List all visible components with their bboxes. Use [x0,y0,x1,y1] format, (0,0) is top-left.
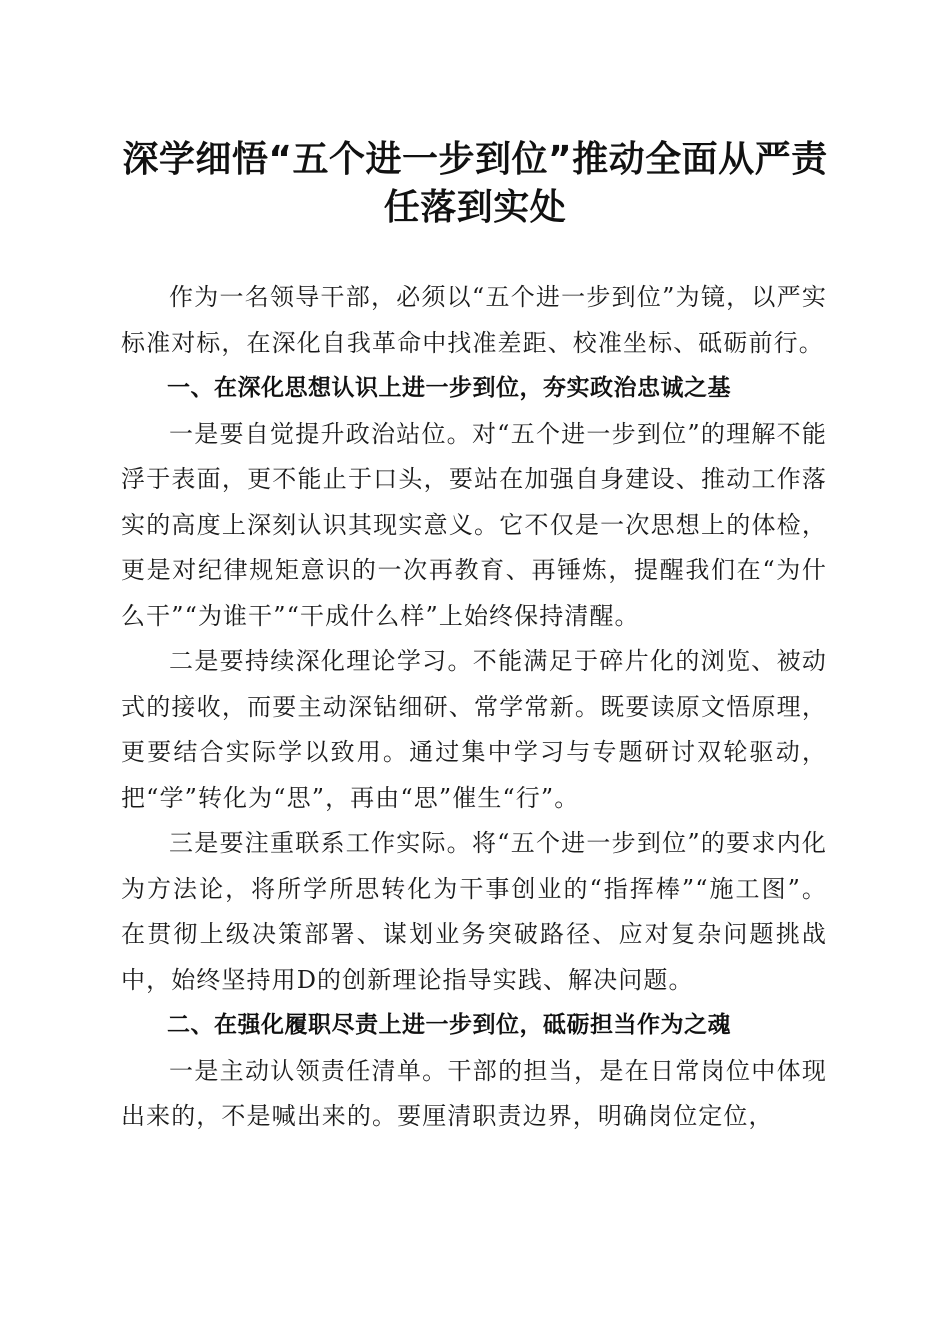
intro-paragraph: 作为一名领导干部，必须以“五个进一步到位”为镜，以严实标准对标，在深化自我革命中找准差距、校准坐标、砥砺前行。 [121,283,827,357]
paragraph-text: 不能满足于碎片化的浏览、被动式的接收，而要主动深钻细研、常学常新。既要读原文悟原理，更要结合实际学以致用。通过集中学习与专题研讨双轮驱动，把“学”转化为“思”，再由“思”催生“行”。 [121,647,827,812]
document-body [121,275,827,1140]
paragraph-lead: 一是主动认领责任清单。 [169,1056,448,1085]
section-2-paragraph-1 [121,1049,827,1140]
paragraph-text: 将“五个进一步到位”的要求内化为方法论，将所学所思转化为干事创业的“指挥棒”“施工图”。在贯彻上级决策部署、谋划业务突破路径、应对复杂问题挑战中，始终坚持用D的创新理论指导实践、解决问题。 [121,829,827,994]
document-title: 深学细悟“五个进一步到位”推动全面从严责任落到实处 [122,139,828,228]
section-1-heading: 一、在深化思想认识上进一步到位，夯实政治忠诚之基 [167,375,731,401]
paragraph-lead: 三是要注重联系工作实际。 [169,829,472,857]
paragraph-lead: 一是要自觉提升政治站位。 [169,419,472,448]
section-1-paragraph-3 [121,821,827,1003]
section-1-paragraph-1 [121,412,827,640]
paragraph-text: 干部的担当，是在日常岗位中体现出来的，不是喊出来的。要厘清职责边界，明确岗位定位， [121,1056,828,1130]
paragraph-text: 对“五个进一步到位”的理解不能浮于表面，更不能止于口头，要站在加强自身建设、推动工作落实的高度上深刻认识其现实意义。它不仅是一次思想上的体检，更是对纪律规矩意识的一次再教育、再锤炼，提醒我们在“为什么干”“为谁干”“干成什么样”上始终保持清醒。 [121,419,827,630]
section-1-paragraph-2 [121,639,827,821]
section-2-heading: 二、在强化履职尽责上进一步到位，砥砺担当作为之魂 [167,1012,731,1038]
paragraph-lead: 二是要持续深化理论学习。 [169,647,473,675]
